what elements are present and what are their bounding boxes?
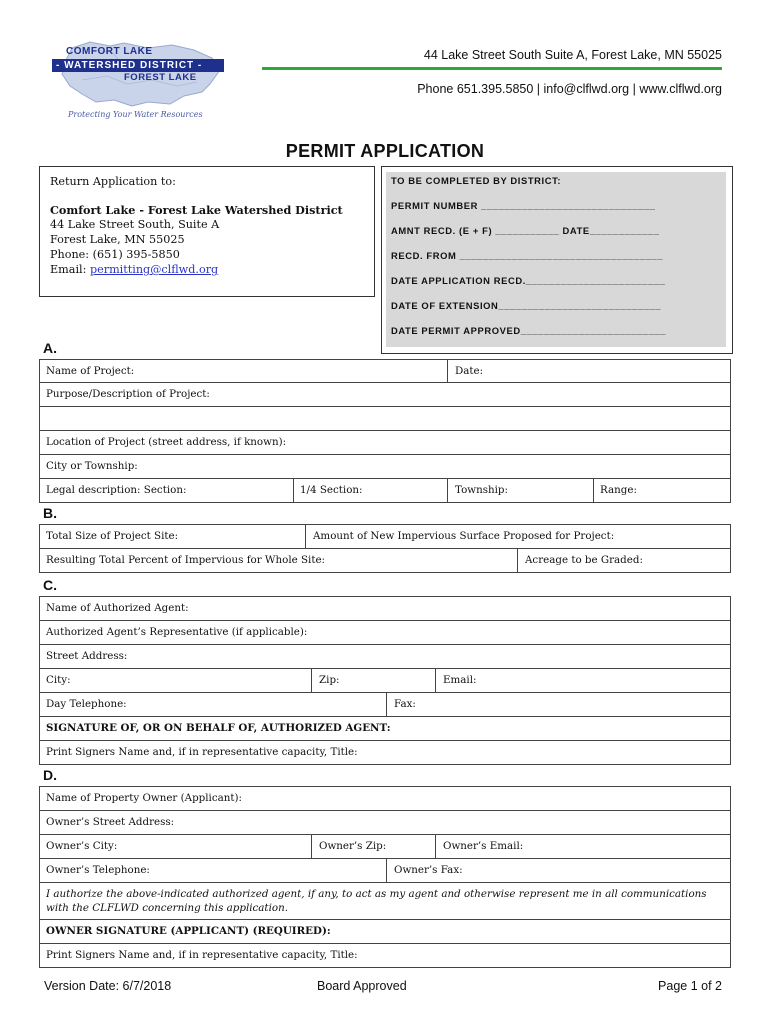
agent-rep-row[interactable]	[39, 620, 731, 645]
agent-name-label: Name of Authorized Agent:	[46, 602, 189, 614]
return-street: 44 Lake Street South, Suite A	[50, 218, 220, 231]
name-of-project-label: Name of Project:	[46, 365, 135, 377]
quarter-section-cell[interactable]	[293, 479, 363, 502]
section-d-letter: D.	[43, 767, 57, 783]
agent-zip-cell[interactable]	[311, 669, 340, 692]
authorization-row	[39, 882, 731, 920]
percent-impervious-label: Resulting Total Percent of Impervious for Whole Site:	[46, 554, 326, 566]
quarter-section-label: 1/4 Section:	[300, 484, 363, 496]
header-contact: Phone 651.395.5850 | info@clflwd.org | www.clflwd.org	[417, 82, 722, 96]
agent-email-cell[interactable]	[435, 669, 477, 692]
owner-telephone-label: Owner’s Telephone:	[46, 864, 150, 876]
owner-email-cell[interactable]	[435, 835, 524, 858]
logo-line-1: COMFORT LAKE	[66, 46, 153, 57]
return-heading: Return Application to:	[50, 175, 176, 188]
agent-zip-label: Zip:	[319, 674, 340, 686]
purpose-label: Purpose/Description of Project:	[46, 388, 210, 400]
district-use-shading	[386, 172, 726, 347]
date-label: Date:	[455, 365, 484, 377]
city-township-row[interactable]	[39, 454, 731, 479]
owner-email-label: Owner’s Email:	[443, 840, 524, 852]
authorization-text: I authorize the above-indicated authorized agent, if any, to act as my agent and otherwise represent me in all communications with the CLFLWD concerning this application.	[46, 888, 707, 914]
owner-print-name-row[interactable]	[39, 943, 731, 968]
impervious-percent-row[interactable]	[39, 548, 731, 573]
day-telephone-label: Day Telephone:	[46, 698, 127, 710]
agent-rep-label: Authorized Agent’s Representative (if applicable):	[46, 626, 308, 638]
owner-phone-row[interactable]	[39, 858, 731, 883]
section-a-letter: A.	[43, 340, 57, 356]
purpose-row[interactable]	[39, 382, 731, 407]
owner-fax-label: Owner’s Fax:	[394, 864, 463, 876]
city-township-label: City or Township:	[46, 460, 138, 472]
return-phone: Phone: (651) 395-5850	[50, 248, 180, 261]
agent-city-label: City:	[46, 674, 71, 686]
logo-tagline: Protecting Your Water Resources	[68, 110, 203, 119]
section-c-letter: C.	[43, 577, 57, 593]
township-label: Township:	[455, 484, 508, 496]
agent-print-name-label: Print Signers Name and, if in representative capacity, Title:	[46, 746, 358, 758]
owner-zip-cell[interactable]	[311, 835, 387, 858]
agent-fax-label: Fax:	[394, 698, 416, 710]
legal-description-row[interactable]	[39, 478, 731, 503]
agent-phone-row[interactable]	[39, 692, 731, 717]
range-label: Range:	[600, 484, 637, 496]
agent-city-row[interactable]	[39, 668, 731, 693]
page-number: Page 1 of 2	[658, 979, 722, 993]
location-row[interactable]	[39, 430, 731, 455]
acreage-label: Acreage to be Graded:	[525, 554, 643, 566]
new-impervious-cell[interactable]	[305, 525, 615, 548]
agent-signature-row[interactable]	[39, 716, 731, 741]
owner-fax-cell[interactable]	[386, 859, 463, 882]
new-impervious-label: Amount of New Impervious Surface Proposed for Project:	[313, 530, 615, 542]
return-city: Forest Lake, MN 55025	[50, 233, 185, 246]
owner-signature-row[interactable]	[39, 919, 731, 944]
total-size-label: Total Size of Project Site:	[46, 530, 179, 542]
date-of-extension-field[interactable]: DATE OF EXTENSION____________________________	[391, 300, 662, 311]
agent-signature-label: SIGNATURE OF, OR ON BEHALF OF, AUTHORIZED AGENT:	[46, 722, 391, 734]
permit-number-field[interactable]: PERMIT NUMBER ______________________________	[391, 200, 656, 211]
agent-fax-cell[interactable]	[386, 693, 416, 716]
owner-city-row[interactable]	[39, 834, 731, 859]
range-cell[interactable]	[593, 479, 637, 502]
owner-city-label: Owner’s City:	[46, 840, 118, 852]
legal-section-label: Legal description: Section:	[46, 484, 187, 496]
version-date: Version Date: 6/7/2018	[44, 979, 172, 993]
owner-signature-label: OWNER SIGNATURE (APPLICANT) (REQUIRED):	[46, 925, 331, 937]
agent-email-label: Email:	[443, 674, 477, 686]
district-use-box	[381, 166, 733, 354]
logo-line-3: FOREST LAKE	[124, 72, 197, 83]
header-address: 44 Lake Street South Suite A, Forest Lake, MN 55025	[423, 48, 722, 62]
return-email-label: Email:	[50, 263, 90, 276]
agent-street-label: Street Address:	[46, 650, 128, 662]
owner-street-label: Owner’s Street Address:	[46, 816, 175, 828]
location-label: Location of Project (street address, if known):	[46, 436, 287, 448]
purpose-blank-row[interactable]	[39, 406, 731, 431]
district-logo	[52, 40, 232, 122]
site-size-row[interactable]	[39, 524, 731, 549]
date-permit-approved-field[interactable]: DATE PERMIT APPROVED_________________________	[391, 325, 667, 336]
agent-street-row[interactable]	[39, 644, 731, 669]
acreage-cell[interactable]	[517, 549, 643, 572]
township-cell[interactable]	[447, 479, 508, 502]
owner-zip-label: Owner’s Zip:	[319, 840, 387, 852]
date-application-received-field[interactable]: DATE APPLICATION RECD.________________________	[391, 275, 666, 286]
board-approved: Board Approved	[317, 979, 407, 993]
header-divider	[262, 67, 722, 70]
district-heading: TO BE COMPLETED BY DISTRICT:	[391, 175, 562, 186]
return-email-line	[50, 263, 218, 277]
agent-name-row[interactable]	[39, 596, 731, 621]
amount-received-field[interactable]: AMNT RECD. (E + F) ___________ DATE____________	[391, 225, 660, 236]
agent-print-name-row[interactable]	[39, 740, 731, 765]
received-from-field[interactable]: RECD. FROM ___________________________________	[391, 250, 664, 261]
owner-name-row[interactable]	[39, 786, 731, 811]
owner-print-name-label: Print Signers Name and, if in representative capacity, Title:	[46, 949, 358, 961]
logo-line-2: - WATERSHED DISTRICT -	[56, 60, 203, 71]
page-title: PERMIT APPLICATION	[285, 141, 485, 161]
date-cell[interactable]	[447, 360, 484, 382]
section-b-letter: B.	[43, 505, 57, 521]
return-email-link[interactable]: permitting@clflwd.org	[89, 263, 219, 276]
return-address-box	[39, 166, 375, 297]
return-org: Comfort Lake - Forest Lake Watershed District	[50, 203, 343, 217]
owner-street-row[interactable]	[39, 810, 731, 835]
owner-name-label: Name of Property Owner (Applicant):	[46, 792, 243, 804]
name-of-project-row[interactable]	[39, 359, 731, 383]
